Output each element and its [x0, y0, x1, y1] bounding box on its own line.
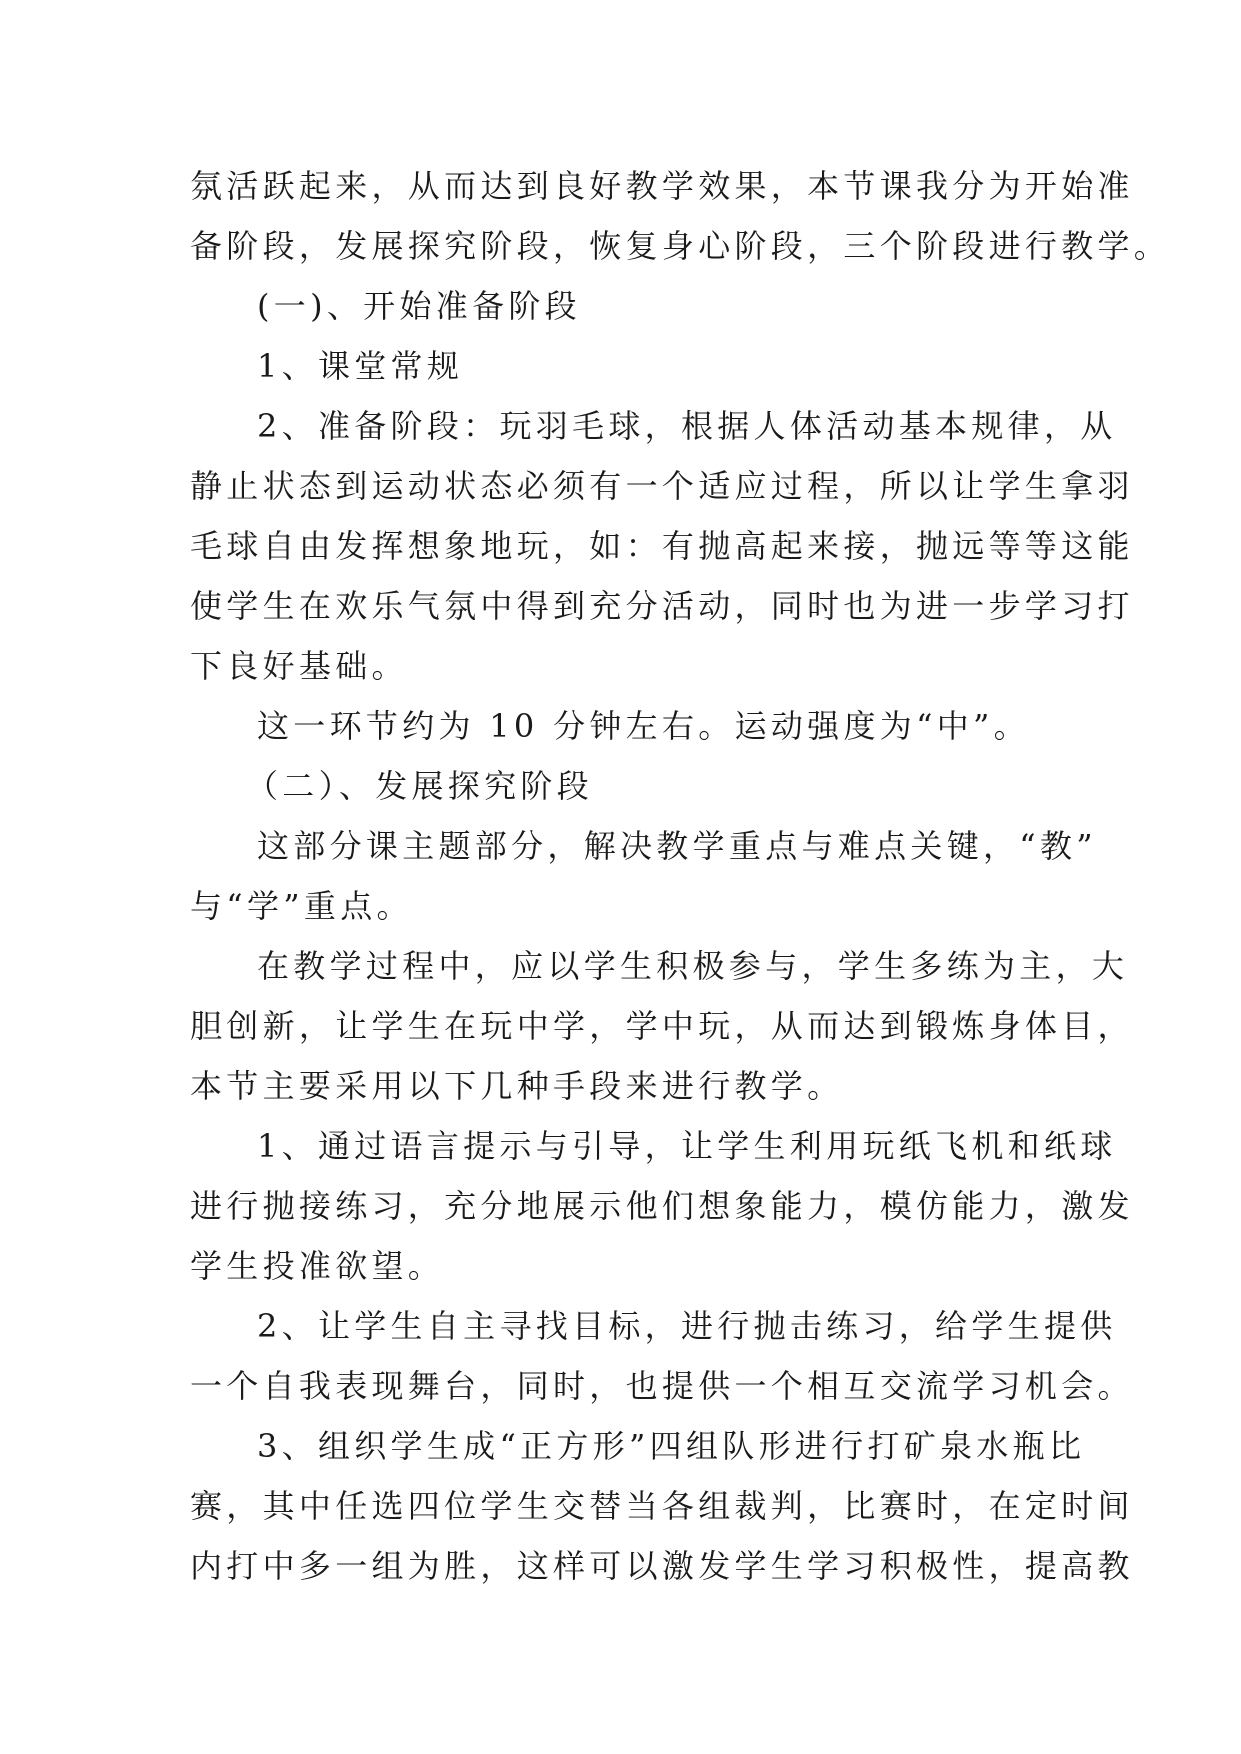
paragraph-start: 在教学过程中，应以学生积极参与，学生多练为主，大 [257, 947, 1129, 985]
list-item: 1、课堂常规 [257, 347, 464, 385]
paragraph-start: 这部分课主题部分，解决教学重点与难点关键，“教” [257, 827, 1097, 865]
section-heading: （二）、发展探究阶段 [246, 767, 594, 805]
text-line: 学生投准欲望。 [190, 1247, 445, 1285]
paragraph-start: 2、准备阶段：玩羽毛球，根据人体活动基本规律，从 [257, 407, 1117, 445]
section-heading: (一)、开始准备阶段 [257, 287, 581, 325]
text-line: 进行抛接练习，充分地展示他们想象能力，模仿能力，激发 [190, 1187, 1134, 1225]
text-line: 使学生在欢乐气氛中得到充分活动，同时也为进一步学习打 [190, 587, 1134, 625]
text-line: 氛活跃起来，从而达到良好教学效果，本节课我分为开始准 [190, 167, 1134, 205]
paragraph-start: 2、让学生自主寻找目标，进行抛击练习，给学生提供 [257, 1307, 1117, 1345]
text-line: 一个自我表现舞台，同时，也提供一个相互交流学习机会。 [190, 1367, 1134, 1405]
paragraph-start: 1、通过语言提示与引导，让学生利用玩纸飞机和纸球 [257, 1127, 1117, 1165]
text-line: 毛球自由发挥想象地玩，如：有抛高起来接，抛远等等这能 [190, 527, 1134, 565]
text-line: 内打中多一组为胜，这样可以激发学生学习积极性，提高教 [190, 1547, 1134, 1585]
paragraph-start: 这一环节约为 10 分钟左右。运动强度为“中”。 [257, 707, 1030, 745]
text-line: 赛，其中任选四位学生交替当各组裁判，比赛时，在定时间 [190, 1487, 1134, 1525]
text-line: 与“学”重点。 [190, 887, 413, 925]
paragraph-start: 3、组织学生成“正方形”四组队形进行打矿泉水瓶比 [257, 1427, 1086, 1465]
text-line: 本节主要采用以下几种手段来进行教学。 [190, 1067, 844, 1105]
text-line: 下良好基础。 [190, 647, 408, 685]
text-line: 胆创新，让学生在玩中学，学中玩，从而达到锻炼身体目， [190, 1007, 1134, 1045]
text-line: 备阶段，发展探究阶段，恢复身心阶段，三个阶段进行教学。 [190, 227, 1171, 265]
document-body [190, 156, 1171, 1596]
text-line: 静止状态到运动状态必须有一个适应过程，所以让学生拿羽 [190, 467, 1134, 505]
